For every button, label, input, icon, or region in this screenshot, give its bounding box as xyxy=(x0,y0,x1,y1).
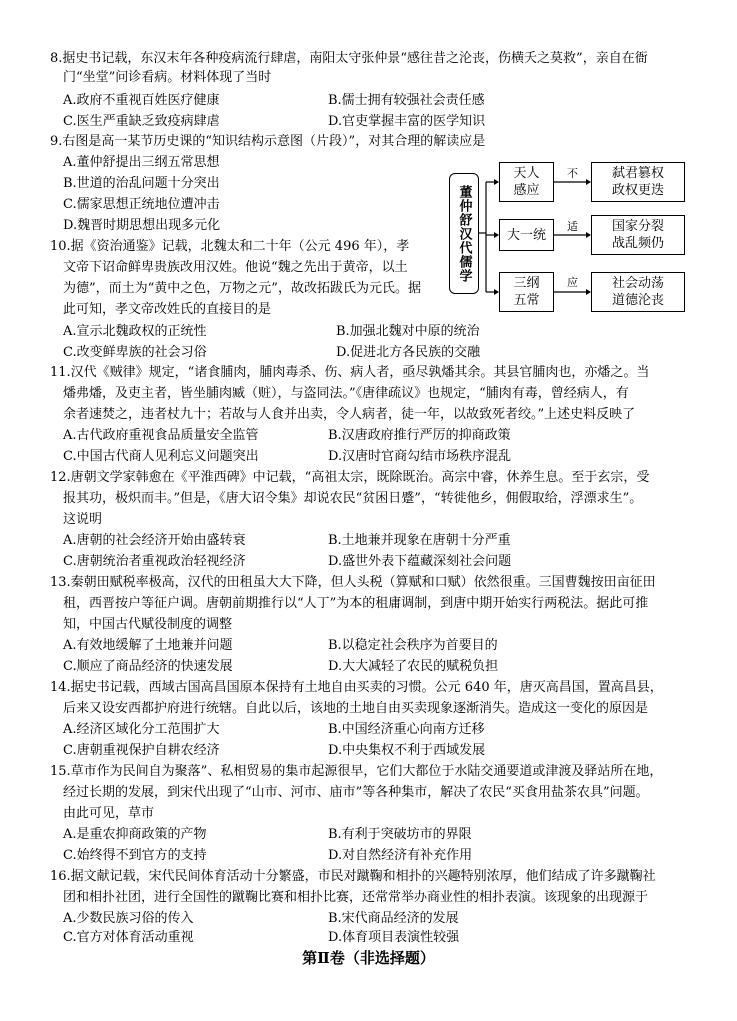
diagram-result-box-2 xyxy=(591,215,685,255)
question-13-option-b: B.以稳定社会秩序为首要目的 xyxy=(328,638,498,653)
question-11-option-b: B.汉唐政府推行严厉的抑商政策 xyxy=(328,428,511,443)
question-14-option-a: A.经济区域化分工范围扩大 xyxy=(63,722,220,737)
question-12-line-1: 12.唐朝文学家韩愈在《平淮西碑》中记载，“高祖太宗，既除既治。高宗中睿，休养生息。至于玄宗，受 xyxy=(50,470,650,485)
question-15-option-a: A.是重农抑商政策的产物 xyxy=(63,827,207,842)
diagram-result-3-line-2: 道德沦丧 xyxy=(611,293,664,308)
question-15-line-3: 由此可见，草市 xyxy=(63,806,155,821)
question-11-option-d: D.汉唐时官商勾结市场秩序混乱 xyxy=(328,449,512,464)
question-16-option-d: D.体育项目表演性较强 xyxy=(328,930,460,945)
question-12-option-c: C.唐朝统治者重视政治轻视经济 xyxy=(63,554,246,569)
question-12-option-b: B.土地兼并现象在唐朝十分严重 xyxy=(328,533,511,548)
question-15-option-c: C.始终得不到官方的支持 xyxy=(63,848,207,863)
question-15-option-b: B.有利于突破坊市的界限 xyxy=(328,827,472,842)
diagram-source-2-line-1: 大一统 xyxy=(506,227,546,243)
question-11-line-2: 燔弗燔，及吏主者，皆坐脯肉臧（赃），与盗同法。”《唐律疏议》也规定，“脯肉有毒，曾经病人，有 xyxy=(63,386,629,401)
question-10-line-4: 此可知，孝文帝改姓氏的直接目的是 xyxy=(63,302,272,317)
question-15-line-1: 15.草市作为民间自为聚落”、私相贸易的集市起源很早，它们大都位于水陆交通要道或津渡及驿站所在地， xyxy=(50,764,663,779)
question-16-line-1: 16.据文献记载，宋代民间体育活动十分繁盛，市民对蹴鞠和相扑的兴趣特别浓厚，他们结成了许多蹴鞠社 xyxy=(50,869,656,884)
question-14-option-c: C.唐朝重视保护自耕农经济 xyxy=(63,743,220,758)
diagram-result-2-line-1: 国家分裂 xyxy=(611,219,664,234)
question-10-option-d: D.促进北方各民族的交融 xyxy=(336,345,481,360)
question-11-line-1: 11.汉代《贼律》规定，“诸食脯肉，脯肉毒杀、伤、病人者，亟尽孰燔其余。其县官脯肉也，亦燔之。当 xyxy=(50,365,650,380)
question-8-option-b: B.儒士拥有较强社会责任感 xyxy=(328,93,485,108)
question-16-line-2: 团和相扑社团，进行全国性的蹴鞠比赛和相扑比赛，还常常举办商业性的相扑表演。该现象的出现源于 xyxy=(63,890,649,905)
question-15-option-d: D.对自然经济有补充作用 xyxy=(328,848,473,863)
question-13-option-d: D.大大减轻了农民的赋税负担 xyxy=(328,659,499,674)
question-16-option-b: B.宋代商品经济的发展 xyxy=(328,911,459,926)
question-11-line-3: 余者速焚之，违者杖九十；若故与人食并出卖，令人病者，徒一年，以故致死者绞。”上述史料反映了 xyxy=(63,407,636,422)
section-title: 第Ⅱ卷（非选择题） xyxy=(302,949,435,967)
question-8-line-1: 8.据史书记载，东汉末年各种疫病流行肆虐，南阳太守张仲景“感往昔之沦丧，伤横夭之莫救”，亲自在衙 xyxy=(50,51,648,66)
question-15-line-2: 经过长期的发展，到宋代出现了“山市、河市、庙市”等各种集市，解决了农民“买食用盐茶农具”问题。 xyxy=(63,785,649,800)
diagram-source-3-line-1: 三纲 xyxy=(513,276,540,291)
question-13-line-1: 13.秦朝田赋税率极高，汉代的田租虽大大下降，但人头税（算赋和口赋）依然很重。三国曹魏按田亩征田 xyxy=(50,575,656,590)
question-10-option-c: C.改变鲜卑族的社会习俗 xyxy=(63,345,207,360)
question-14-option-d: D.中央集权不利于西域发展 xyxy=(328,743,486,758)
diagram-source-box-2 xyxy=(499,219,554,251)
question-10-line-2: 文帝下诏命鲜卑贵族改用汉姓。他说“魏之先出于黄帝，以土 xyxy=(63,260,408,275)
diagram-result-1-line-2: 政权更迭 xyxy=(611,183,664,198)
question-16-option-a: A.少数民族习俗的传入 xyxy=(63,911,194,926)
question-12-option-d: D.盛世外表下蕴藏深刻社会问题 xyxy=(328,554,512,569)
knowledge-structure-diagram xyxy=(446,156,692,314)
diagram-source-3-line-2: 五常 xyxy=(513,293,540,308)
question-10-option-a: A.宣示北魏政权的正统性 xyxy=(63,324,207,339)
question-9-option-a: A.董仲舒提出三纲五常思想 xyxy=(63,155,220,170)
diagram-result-2-line-2: 战乱频仍 xyxy=(611,236,664,251)
question-11-option-c: C.中国古代商人见利忘义问题突出 xyxy=(63,449,259,464)
question-13-option-a: A.有效地缓解了土地兼并问题 xyxy=(63,638,233,653)
question-12-option-a: A.唐朝的社会经济开始由盛转衰 xyxy=(63,533,246,548)
question-10-line-3: 为德”，而土为“黄中之色，万物之元”，故改拓跋氏为元氏。据 xyxy=(63,281,421,296)
question-14-line-2: 后来又设安西都护府进行统辖。自此以后，该地的土地自由买卖现象逐渐消失。造成这一变化的原因是 xyxy=(63,701,649,716)
question-9-option-d: D.魏晋时期思想出现多元化 xyxy=(63,218,221,233)
question-12-line-2: 报其功，极炽而丰。”但是，《唐大诏令集》却说农民“贫困日蹙”，“转徙他乡，佣假取给，浮漂求生”。 xyxy=(63,491,643,506)
diagram-result-box-3 xyxy=(591,272,685,312)
question-9-line-1: 9.右图是高一某节历史课的“知识结构示意图（片段）”，对其合理的解读应是 xyxy=(50,134,486,149)
question-13-line-2: 租，西晋按户等征户调。唐朝前期推行以“人丁”为本的租庸调制，到唐中期开始实行两税法。据此可推 xyxy=(63,596,649,611)
diagram-relation-3: 应 xyxy=(567,276,578,289)
diagram-relation-2: 适 xyxy=(567,220,578,233)
question-14-line-1: 14.据史书记载，西域古国高昌国原本保持有土地自由买卖的习惯。公元 640 年，唐灭高昌国，置高昌县， xyxy=(50,680,663,695)
question-10-line-1: 10.据《资治通鉴》记载，北魏太和二十年（公元 496 年），孝 xyxy=(50,239,410,254)
question-8-option-d: D.官吏掌握丰富的医学知识 xyxy=(328,114,486,129)
diagram-relation-1: 不 xyxy=(567,167,578,180)
diagram-source-1-line-2: 感应 xyxy=(513,183,540,198)
diagram-source-box-3 xyxy=(499,272,554,312)
diagram-source-1-line-1: 天人 xyxy=(513,166,540,181)
diagram-result-1-line-1: 弑君篡权 xyxy=(611,166,664,181)
diagram-root-box xyxy=(449,173,479,294)
diagram-result-3-line-1: 社会动荡 xyxy=(611,276,664,291)
question-8-line-2: 门“坐堂”问诊看病。材料体现了当时 xyxy=(63,70,272,85)
question-11-option-a: A.古代政府重视食品质量安全监管 xyxy=(63,428,259,443)
question-13-option-c: C.顺应了商品经济的快速发展 xyxy=(63,659,233,674)
diagram-source-box-1 xyxy=(499,162,554,202)
diagram-root-label: 董仲舒汉代儒学 xyxy=(456,184,472,283)
question-14-option-b: B.中国经济重心向南方迁移 xyxy=(328,722,485,737)
question-13-line-3: 知，中国古代赋役制度的调整 xyxy=(63,617,233,632)
question-16-option-c: C.官方对体育活动重视 xyxy=(63,930,194,945)
question-9-option-c: C.儒家思想正统地位遭冲击 xyxy=(63,197,220,212)
diagram-result-box-1 xyxy=(591,162,685,202)
question-12-line-3: 这说明 xyxy=(63,512,103,527)
question-8-option-a: A.政府不重视百姓医疗健康 xyxy=(63,93,220,108)
question-9-option-b: B.世道的治乱问题十分突出 xyxy=(63,176,220,191)
question-10-option-b: B.加强北魏对中原的统治 xyxy=(336,324,480,339)
question-8-option-c: C.医生严重缺乏致疫病肆虐 xyxy=(63,114,220,129)
